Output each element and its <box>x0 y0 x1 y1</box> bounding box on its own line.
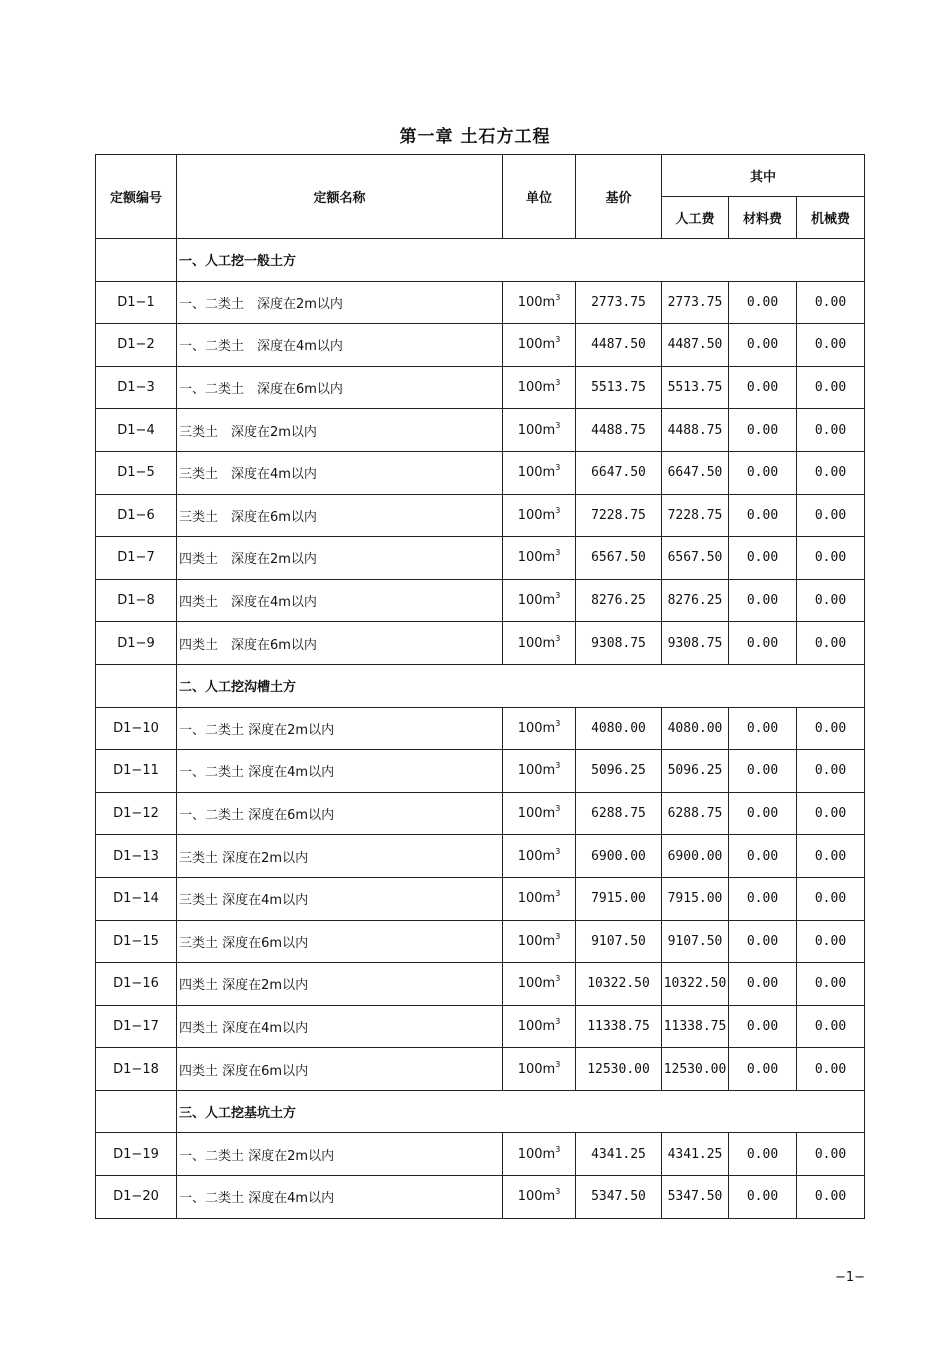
name-cell: 一、二类土 深度在2m以内 <box>177 281 503 324</box>
unit-cell <box>503 835 576 878</box>
unit-superscript: 3 <box>555 718 561 728</box>
unit-text: 100m <box>517 550 556 566</box>
unit-cell <box>503 494 576 537</box>
table-row <box>96 579 865 622</box>
name-cell: 一、二类土 深度在2m以内 <box>177 1133 503 1176</box>
unit-text: 100m <box>517 593 556 609</box>
unit-superscript: 3 <box>555 1144 561 1154</box>
base-price-cell: 5347.50 <box>576 1176 662 1219</box>
table-row <box>96 281 865 324</box>
machine-cell: 0.00 <box>797 750 865 793</box>
code-cell: D1−4 <box>96 409 177 452</box>
material-cell: 0.00 <box>729 451 797 494</box>
unit-superscript: 3 <box>555 889 561 899</box>
machine-cell: 0.00 <box>797 1005 865 1048</box>
unit-cell <box>503 707 576 750</box>
unit-text: 100m <box>517 422 556 438</box>
machine-cell: 0.00 <box>797 835 865 878</box>
unit-cell <box>503 1048 576 1091</box>
unit-superscript: 3 <box>555 1016 561 1026</box>
page-number: −1− <box>834 1270 865 1285</box>
labor-cell: 4487.50 <box>662 324 729 367</box>
machine-cell: 0.00 <box>797 537 865 580</box>
material-cell: 0.00 <box>729 963 797 1006</box>
unit-text: 100m <box>517 891 556 907</box>
table-row <box>96 366 865 409</box>
code-cell: D1−18 <box>96 1048 177 1091</box>
unit-text: 100m <box>517 635 556 651</box>
table-row <box>96 1133 865 1176</box>
base-price-cell: 7228.75 <box>576 494 662 537</box>
unit-cell <box>503 792 576 835</box>
unit-text: 100m <box>517 933 556 949</box>
base-price-cell: 6647.50 <box>576 451 662 494</box>
material-cell: 0.00 <box>729 792 797 835</box>
unit-superscript: 3 <box>555 931 561 941</box>
material-cell: 0.00 <box>729 1176 797 1219</box>
unit-text: 100m <box>517 380 556 396</box>
labor-cell: 12530.00 <box>662 1048 729 1091</box>
code-cell: D1−2 <box>96 324 177 367</box>
labor-cell: 5347.50 <box>662 1176 729 1219</box>
name-cell: 一、二类土 深度在2m以内 <box>177 707 503 750</box>
table-row <box>96 324 865 367</box>
material-cell: 0.00 <box>729 1048 797 1091</box>
base-price-cell: 4341.25 <box>576 1133 662 1176</box>
material-cell: 0.00 <box>729 281 797 324</box>
material-cell: 0.00 <box>729 494 797 537</box>
unit-cell <box>503 366 576 409</box>
unit-cell <box>503 409 576 452</box>
labor-cell: 4080.00 <box>662 707 729 750</box>
unit-cell <box>503 877 576 920</box>
header-unit: 单位 <box>503 155 576 239</box>
name-cell: 三类土 深度在2m以内 <box>177 409 503 452</box>
machine-cell: 0.00 <box>797 494 865 537</box>
machine-cell: 0.00 <box>797 1176 865 1219</box>
unit-superscript: 3 <box>555 463 561 473</box>
table-row <box>96 920 865 963</box>
unit-cell <box>503 324 576 367</box>
base-price-cell: 4487.50 <box>576 324 662 367</box>
labor-cell: 6288.75 <box>662 792 729 835</box>
unit-text: 100m <box>517 1061 556 1077</box>
unit-text: 100m <box>517 465 556 481</box>
unit-cell <box>503 1176 576 1219</box>
unit-cell <box>503 451 576 494</box>
name-cell: 一、二类土 深度在4m以内 <box>177 750 503 793</box>
table-row <box>96 1048 865 1091</box>
code-cell: D1−10 <box>96 707 177 750</box>
labor-cell: 8276.25 <box>662 579 729 622</box>
material-cell: 0.00 <box>729 750 797 793</box>
base-price-cell: 9308.75 <box>576 622 662 665</box>
table-row <box>96 835 865 878</box>
material-cell: 0.00 <box>729 324 797 367</box>
name-cell: 一、二类土 深度在4m以内 <box>177 324 503 367</box>
unit-superscript: 3 <box>555 974 561 984</box>
section-title: 三、人工挖基坑土方 <box>177 1090 865 1133</box>
machine-cell: 0.00 <box>797 366 865 409</box>
machine-cell: 0.00 <box>797 622 865 665</box>
unit-superscript: 3 <box>555 1059 561 1069</box>
material-cell: 0.00 <box>729 877 797 920</box>
machine-cell: 0.00 <box>797 324 865 367</box>
table-body <box>96 239 865 1219</box>
machine-cell: 0.00 <box>797 792 865 835</box>
unit-cell <box>503 281 576 324</box>
unit-cell <box>503 622 576 665</box>
code-cell: D1−17 <box>96 1005 177 1048</box>
material-cell: 0.00 <box>729 622 797 665</box>
base-price-cell: 10322.50 <box>576 963 662 1006</box>
unit-text: 100m <box>517 1189 556 1205</box>
code-cell: D1−8 <box>96 579 177 622</box>
base-price-cell: 2773.75 <box>576 281 662 324</box>
code-cell: D1−11 <box>96 750 177 793</box>
base-price-cell: 8276.25 <box>576 579 662 622</box>
base-price-cell: 11338.75 <box>576 1005 662 1048</box>
code-cell: D1−7 <box>96 537 177 580</box>
section-code-cell <box>96 1090 177 1133</box>
labor-cell: 7228.75 <box>662 494 729 537</box>
section-title: 一、人工挖一般土方 <box>177 239 865 282</box>
code-cell: D1−16 <box>96 963 177 1006</box>
labor-cell: 4341.25 <box>662 1133 729 1176</box>
machine-cell: 0.00 <box>797 1048 865 1091</box>
table-row <box>96 494 865 537</box>
name-cell: 一、二类土 深度在4m以内 <box>177 1176 503 1219</box>
code-cell: D1−20 <box>96 1176 177 1219</box>
labor-cell: 9107.50 <box>662 920 729 963</box>
code-cell: D1−6 <box>96 494 177 537</box>
name-cell: 四类土 深度在6m以内 <box>177 1048 503 1091</box>
name-cell: 一、二类土 深度在6m以内 <box>177 792 503 835</box>
unit-cell <box>503 579 576 622</box>
header-material: 材料费 <box>729 197 797 239</box>
material-cell: 0.00 <box>729 1005 797 1048</box>
table-row <box>96 1005 865 1048</box>
header-base-price: 基价 <box>576 155 662 239</box>
code-cell: D1−1 <box>96 281 177 324</box>
unit-superscript: 3 <box>555 761 561 771</box>
unit-superscript: 3 <box>555 292 561 302</box>
section-row <box>96 664 865 707</box>
unit-text: 100m <box>517 1018 556 1034</box>
name-cell: 一、二类土 深度在6m以内 <box>177 366 503 409</box>
unit-superscript: 3 <box>555 633 561 643</box>
labor-cell: 4488.75 <box>662 409 729 452</box>
labor-cell: 6567.50 <box>662 537 729 580</box>
header-name: 定额名称 <box>177 155 503 239</box>
labor-cell: 5513.75 <box>662 366 729 409</box>
code-cell: D1−3 <box>96 366 177 409</box>
table-row <box>96 409 865 452</box>
section-row <box>96 239 865 282</box>
labor-cell: 10322.50 <box>662 963 729 1006</box>
machine-cell: 0.00 <box>797 707 865 750</box>
quota-table <box>95 154 865 1219</box>
code-cell: D1−5 <box>96 451 177 494</box>
table-row <box>96 451 865 494</box>
code-cell: D1−14 <box>96 877 177 920</box>
code-cell: D1−13 <box>96 835 177 878</box>
base-price-cell: 6900.00 <box>576 835 662 878</box>
unit-text: 100m <box>517 806 556 822</box>
unit-text: 100m <box>517 294 556 310</box>
code-cell: D1−12 <box>96 792 177 835</box>
header-code: 定额编号 <box>96 155 177 239</box>
material-cell: 0.00 <box>729 1133 797 1176</box>
unit-superscript: 3 <box>555 420 561 430</box>
table-row <box>96 963 865 1006</box>
table-row <box>96 537 865 580</box>
labor-cell: 7915.00 <box>662 877 729 920</box>
header-labor: 人工费 <box>662 197 729 239</box>
unit-cell <box>503 750 576 793</box>
table-row <box>96 750 865 793</box>
name-cell: 三类土 深度在6m以内 <box>177 920 503 963</box>
section-code-cell <box>96 239 177 282</box>
code-cell: D1−15 <box>96 920 177 963</box>
material-cell: 0.00 <box>729 707 797 750</box>
machine-cell: 0.00 <box>797 409 865 452</box>
unit-superscript: 3 <box>555 505 561 515</box>
base-price-cell: 9107.50 <box>576 920 662 963</box>
unit-superscript: 3 <box>555 846 561 856</box>
base-price-cell: 4080.00 <box>576 707 662 750</box>
unit-text: 100m <box>517 848 556 864</box>
table-row <box>96 707 865 750</box>
unit-text: 100m <box>517 337 556 353</box>
unit-text: 100m <box>517 1146 556 1162</box>
unit-superscript: 3 <box>555 335 561 345</box>
unit-superscript: 3 <box>555 378 561 388</box>
name-cell: 四类土 深度在4m以内 <box>177 1005 503 1048</box>
unit-superscript: 3 <box>555 804 561 814</box>
name-cell: 四类土 深度在2m以内 <box>177 537 503 580</box>
labor-cell: 11338.75 <box>662 1005 729 1048</box>
labor-cell: 2773.75 <box>662 281 729 324</box>
unit-superscript: 3 <box>555 591 561 601</box>
machine-cell: 0.00 <box>797 281 865 324</box>
machine-cell: 0.00 <box>797 1133 865 1176</box>
labor-cell: 6647.50 <box>662 451 729 494</box>
machine-cell: 0.00 <box>797 877 865 920</box>
base-price-cell: 12530.00 <box>576 1048 662 1091</box>
header-of-which: 其中 <box>662 155 865 197</box>
machine-cell: 0.00 <box>797 920 865 963</box>
base-price-cell: 6288.75 <box>576 792 662 835</box>
labor-cell: 5096.25 <box>662 750 729 793</box>
unit-text: 100m <box>517 720 556 736</box>
unit-cell <box>503 963 576 1006</box>
table-row <box>96 622 865 665</box>
code-cell: D1−9 <box>96 622 177 665</box>
labor-cell: 6900.00 <box>662 835 729 878</box>
unit-text: 100m <box>517 976 556 992</box>
unit-text: 100m <box>517 507 556 523</box>
name-cell: 三类土 深度在6m以内 <box>177 494 503 537</box>
material-cell: 0.00 <box>729 366 797 409</box>
name-cell: 四类土 深度在4m以内 <box>177 579 503 622</box>
unit-cell <box>503 920 576 963</box>
unit-cell <box>503 1133 576 1176</box>
name-cell: 三类土 深度在4m以内 <box>177 877 503 920</box>
base-price-cell: 4488.75 <box>576 409 662 452</box>
page-title: 第一章 土石方工程 <box>399 127 551 147</box>
section-code-cell <box>96 664 177 707</box>
section-title: 二、人工挖沟槽土方 <box>177 664 865 707</box>
material-cell: 0.00 <box>729 579 797 622</box>
table-row <box>96 1176 865 1219</box>
unit-superscript: 3 <box>555 1187 561 1197</box>
unit-text: 100m <box>517 763 556 779</box>
unit-superscript: 3 <box>555 548 561 558</box>
base-price-cell: 5513.75 <box>576 366 662 409</box>
base-price-cell: 7915.00 <box>576 877 662 920</box>
name-cell: 四类土 深度在2m以内 <box>177 963 503 1006</box>
code-cell: D1−19 <box>96 1133 177 1176</box>
unit-cell <box>503 537 576 580</box>
material-cell: 0.00 <box>729 835 797 878</box>
material-cell: 0.00 <box>729 409 797 452</box>
machine-cell: 0.00 <box>797 579 865 622</box>
section-row <box>96 1090 865 1133</box>
machine-cell: 0.00 <box>797 451 865 494</box>
machine-cell: 0.00 <box>797 963 865 1006</box>
table-row <box>96 792 865 835</box>
table-row <box>96 877 865 920</box>
name-cell: 四类土 深度在6m以内 <box>177 622 503 665</box>
unit-cell <box>503 1005 576 1048</box>
base-price-cell: 6567.50 <box>576 537 662 580</box>
name-cell: 三类土 深度在2m以内 <box>177 835 503 878</box>
base-price-cell: 5096.25 <box>576 750 662 793</box>
material-cell: 0.00 <box>729 537 797 580</box>
name-cell: 三类土 深度在4m以内 <box>177 451 503 494</box>
header-machine: 机械费 <box>797 197 865 239</box>
material-cell: 0.00 <box>729 920 797 963</box>
labor-cell: 9308.75 <box>662 622 729 665</box>
